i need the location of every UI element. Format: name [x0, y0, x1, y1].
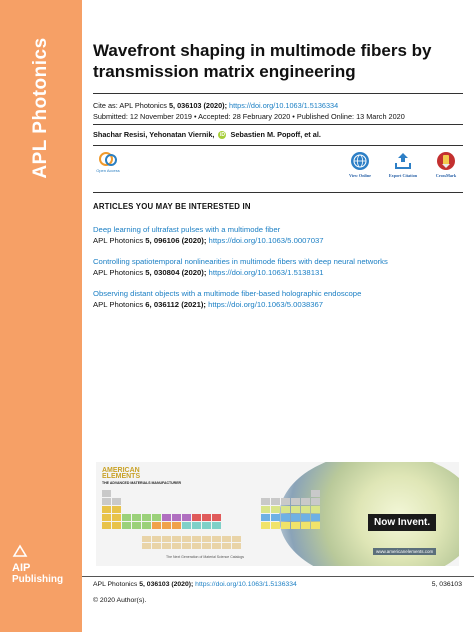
open-access-badge[interactable]	[93, 152, 123, 173]
view-online-button[interactable]	[342, 152, 378, 178]
aip-logo-mark: AIP	[12, 562, 31, 574]
orcid-icon[interactable]: iD	[219, 132, 225, 139]
open-access-icon	[97, 152, 119, 168]
related-article	[93, 256, 463, 278]
citation-block	[93, 100, 463, 122]
ad-url-link[interactable]: www.americanelements.com	[373, 548, 436, 555]
cite-label: Cite as: APL Photonics	[93, 101, 169, 110]
related-article-doi-link[interactable]: https://doi.org/10.1063/5.0007037	[208, 236, 324, 245]
ad-cta-button[interactable]: Now Invent.	[368, 514, 436, 531]
export-citation-icon	[394, 152, 412, 170]
related-article-ref: 6, 036112 (2021);	[145, 300, 209, 309]
related-article-doi-link[interactable]: https://doi.org/10.1063/1.5138131	[208, 268, 324, 277]
periodic-table-graphic	[102, 490, 322, 554]
view-online-label: View Online	[348, 173, 372, 178]
related-article-ref: 5, 030804 (2020);	[145, 268, 209, 277]
aip-logo-text: Publishing	[12, 574, 64, 585]
footer-citation	[93, 581, 297, 588]
footer-doi-link[interactable]: https://doi.org/10.1063/1.5136334	[195, 581, 297, 588]
crossmark-icon	[437, 152, 455, 170]
open-access-label: Open Access	[96, 168, 120, 173]
actions-divider	[93, 192, 463, 193]
ad-company-line1: AMERICAN	[102, 467, 140, 474]
article-doi-link[interactable]: https://doi.org/10.1063/1.5136334	[229, 101, 339, 110]
related-article-journal: APL Photonics	[93, 300, 146, 309]
related-articles-heading: ARTICLES YOU MAY BE INTERESTED IN	[93, 202, 251, 211]
related-article-title-link[interactable]: Controlling spatiotemporal nonlinearities in multimode fibers with deep neural networks	[93, 257, 388, 266]
related-article-journal: APL Photonics	[93, 268, 146, 277]
aip-logo-icon	[12, 544, 28, 558]
related-article-title-link[interactable]: Observing distant objects with a multimode fiber-based holographic endoscope	[93, 289, 362, 298]
ad-company-tagline: THE ADVANCED MATERIALS MANUFACTURER	[102, 481, 182, 485]
aip-publishing-logo[interactable]	[12, 544, 74, 585]
author-list	[93, 130, 463, 140]
ad-caption: The Next Generation of Material Science Catalogs	[166, 555, 245, 559]
crossmark-button[interactable]	[428, 152, 464, 178]
authors-divider	[93, 145, 463, 146]
related-article-doi-link[interactable]: https://doi.org/10.1063/5.0038367	[208, 300, 324, 309]
globe-icon	[351, 152, 369, 170]
footer-divider	[82, 576, 474, 577]
american-elements-logo	[102, 468, 181, 486]
cite-divider	[93, 124, 463, 125]
crossmark-label: CrossMark	[435, 173, 457, 178]
export-citation-button[interactable]	[385, 152, 421, 178]
footer-ref: 5, 036103 (2020);	[139, 581, 196, 588]
article-title: Wavefront shaping in multimode fibers by transmission matrix engineering	[93, 41, 432, 81]
publication-dates: Submitted: 12 November 2019 • Accepted: 28 February 2020 • Published Online: 13 March 2020	[93, 112, 405, 121]
ad-company-line2: ELEMENTS	[102, 473, 141, 480]
cite-ref: 5, 036103 (2020);	[168, 101, 230, 110]
related-article-ref: 5, 096106 (2020);	[145, 236, 209, 245]
related-article-title-link[interactable]: Deep learning of ultrafast pulses with a multimode fiber	[93, 225, 281, 234]
related-article-journal: APL Photonics	[93, 236, 146, 245]
advertisement-banner[interactable]	[96, 462, 459, 566]
authors-part-1: Shachar Resisi, Yehonatan Viernik,	[93, 130, 215, 139]
title-divider	[93, 93, 463, 94]
footer-journal: APL Photonics	[93, 581, 140, 588]
authors-part-2: Sebastien M. Popoff, et al.	[230, 130, 321, 139]
footer-copyright: © 2020 Author(s).	[93, 597, 147, 604]
journal-name: APL Photonics	[30, 37, 51, 179]
journal-sidebar	[0, 0, 82, 632]
related-article	[93, 224, 463, 246]
related-article	[93, 288, 463, 310]
cite-line	[93, 100, 463, 111]
footer-page-number: 5, 036103	[431, 581, 462, 588]
export-citation-label: Export Citation	[388, 173, 418, 178]
